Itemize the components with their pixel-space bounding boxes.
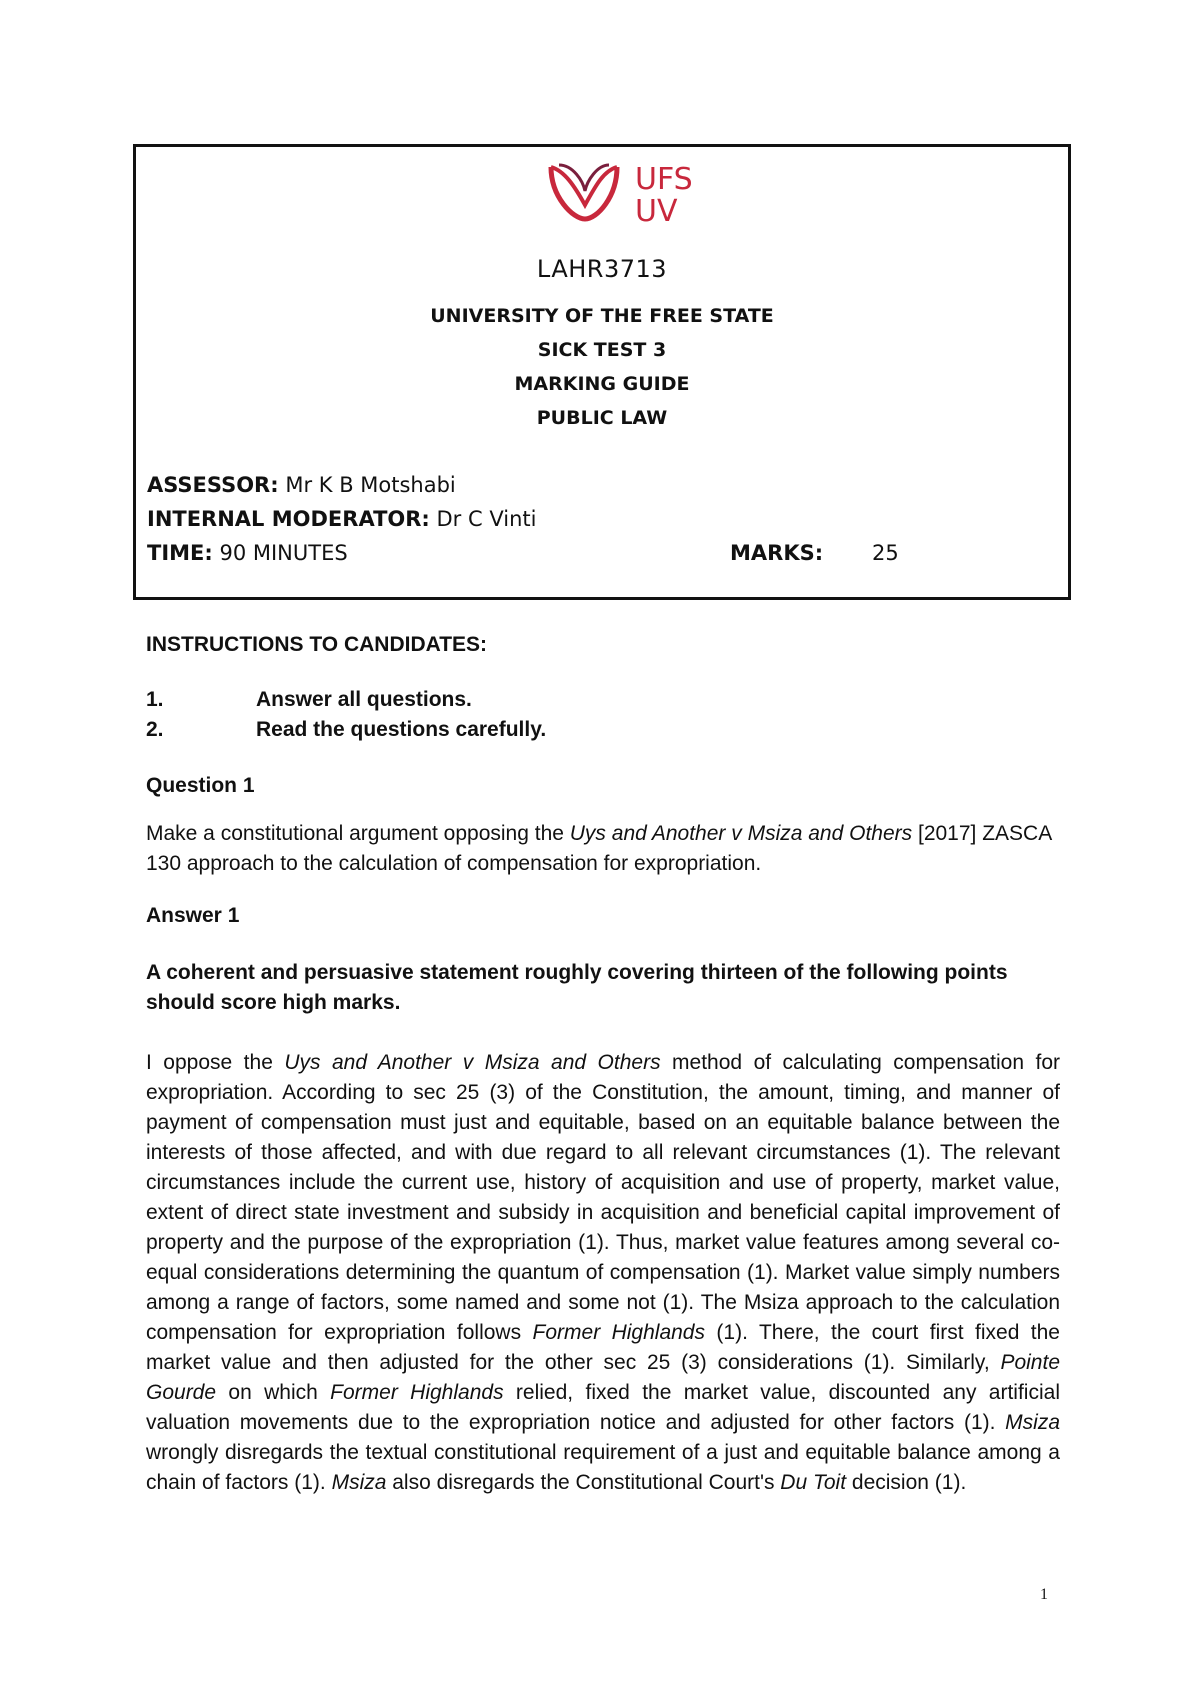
instruction-number: 2. [146,718,164,741]
case-name: Pointe Gourde [146,1351,1060,1404]
answer-text: wrongly disregards the textual constitutional requirement of a just and equitable balance among a chain of factors (1). [146,1441,1060,1494]
case-name: Former Highlands [532,1321,705,1344]
ufs-logo-icon [543,157,743,227]
instruction-item [146,715,1060,745]
subject-name: PUBLIC LAW [536,407,668,429]
instruction-number: 1. [146,688,164,711]
answer-text: relied, fixed the market value, discounted any artificial valuation movements due to the expropriation notice and adjusted for other factors (1). [146,1381,1060,1434]
moderator-line [147,507,536,531]
answer-text: also disregards the Constitutional Court's [386,1471,781,1494]
assessor-line [147,473,456,497]
question-title: Question 1 [146,774,255,797]
assessor-value: Mr K B Motshabi [285,473,456,497]
answer-text: I oppose the [146,1051,285,1074]
case-name: Msiza [1005,1411,1060,1434]
instructions-list [146,685,1060,745]
course-code: LAHR3713 [536,255,668,283]
logo-text-ufs: UFS [635,162,693,197]
case-name: Du Toit [780,1471,847,1494]
answer-text: (1). There, the court first fixed the market value and then adjusted for the other sec 25 (3) considerations (1). Similarly, [146,1321,1060,1374]
instruction-item [146,685,1060,715]
assessor-label: ASSESSOR: [147,473,279,497]
case-name: Former Highlands [330,1381,504,1404]
instruction-text: Answer all questions. [256,688,472,711]
instruction-text: Read the questions carefully. [256,718,547,741]
question-case-name: Uys and Another v Msiza and Others [569,822,913,845]
ufs-logo [543,157,743,227]
time-value: 90 MINUTES [219,541,348,565]
university-name: UNIVERSITY OF THE FREE STATE [430,305,774,327]
answer-body [146,1048,1060,1498]
marks-value: 25 [872,541,899,565]
answer-intro: A coherent and persuasive statement roughly covering thirteen of the following points should score high marks. [146,961,1008,1014]
case-name: Uys and Another v Msiza and Others [284,1051,661,1074]
answer-text: method of calculating compensation for expropriation. According to sec 25 (3) of the Constitution, the amount, timing, and manner of payment of compensation must just and equitable, based on an equitable balance between the interests of those affected, and with due regard to all relevant circumstances (1). The relevant circumstances include the current use, history of acquisition and use of property, market value, extent of direct state investment and subsidy in acquisition and beneficial capital improvement of property and the purpose of the expropriation (1). Thus, market value features among several co-equal considerations determining the quantum of compensation (1). Market value simply numbers among a range of factors, some named and some not (1). The Msiza approach to the calculation compensation for expropriation follows [146,1051,1060,1344]
answer-title: Answer 1 [146,904,240,927]
marks-label: MARKS: [730,541,824,565]
test-name: SICK TEST 3 [537,339,667,361]
moderator-value: Dr C Vinti [436,507,537,531]
moderator-label: INTERNAL MODERATOR: [147,507,430,531]
instructions-title: INSTRUCTIONS TO CANDIDATES: [146,633,488,656]
cover-box [133,144,1071,600]
question-text [146,819,1060,879]
page-number: 1 [1040,1586,1048,1603]
case-name: Msiza [331,1471,387,1494]
answer-text: decision (1). [846,1471,967,1494]
question-text-part: [2017] ZASCA 130 approach to the calculation of compensation for expropriation. [146,822,1052,875]
logo-text-uv: UV [635,194,678,227]
time-line [147,541,348,565]
time-label: TIME: [147,541,213,565]
question-text-part: Make a constitutional argument opposing the [146,822,570,845]
answer-text: on which [216,1381,331,1404]
guide-name: MARKING GUIDE [514,373,690,395]
